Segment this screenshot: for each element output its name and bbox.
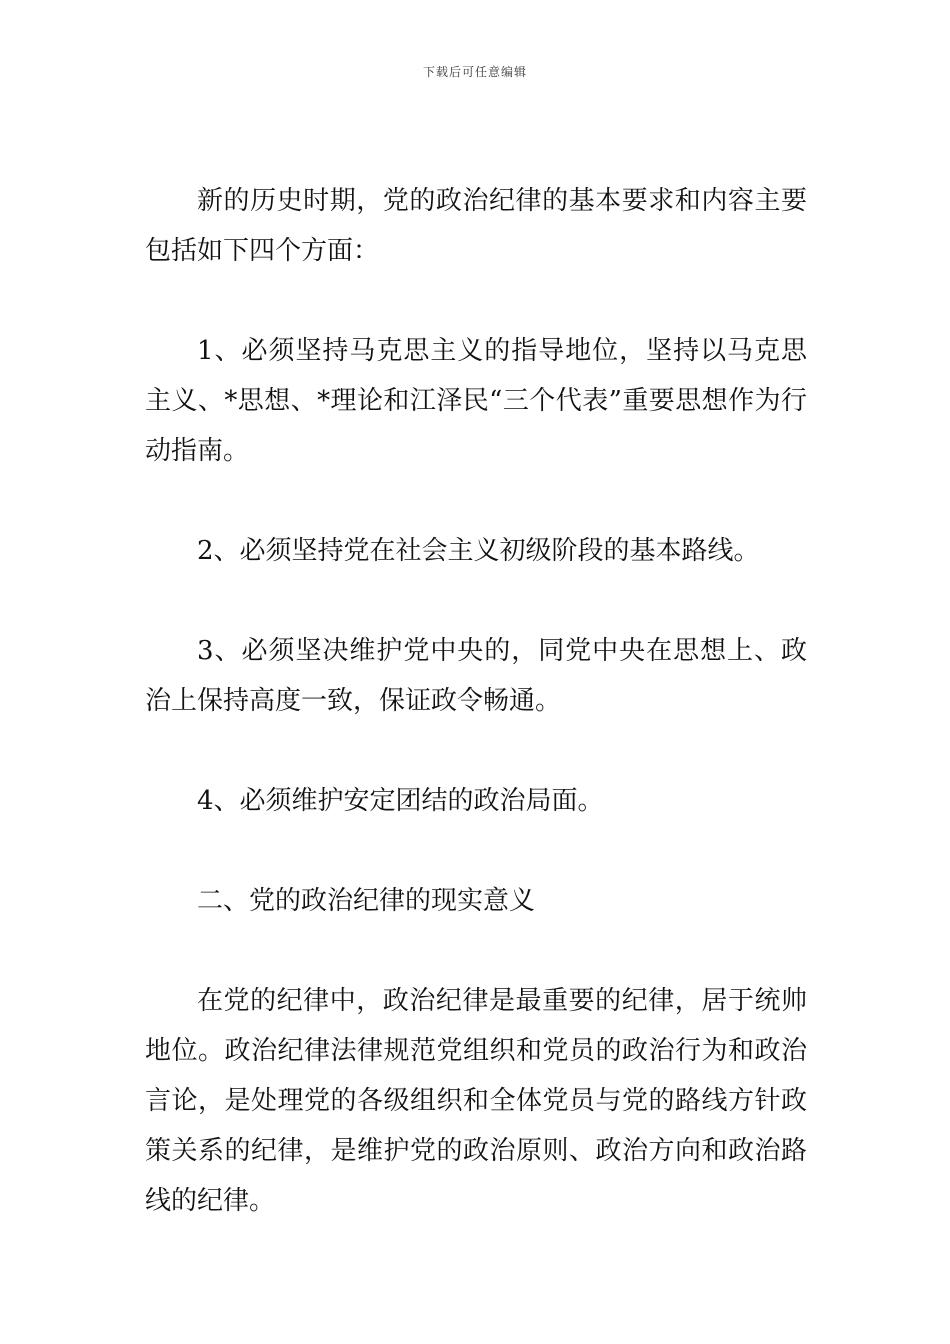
- document-body: [145, 176, 807, 1276]
- page-header: 下载后可任意编辑: [422, 65, 527, 79]
- requirement-item-4: 4、必须维护安定团结的政治局面。: [197, 786, 604, 816]
- intro-paragraph: 新的历史时期，党的政治纪律的基本要求和内容主要包括如下四个方面：: [145, 186, 807, 266]
- section-heading: 二、党的政治纪律的现实意义: [197, 886, 536, 916]
- significance-paragraph: 在党的纪律中，政治纪律是最重要的纪律，居于统帅地位。政治纪律法律规范党组织和党员的政治行为和政治言论，是处理党的各级组织和全体党员与党的路线方针政策关系的纪律，是维护党的政治原则、政治方向和政治路线的纪律。: [145, 986, 807, 1216]
- requirement-item-2: 2、必须坚持党在社会主义初级阶段的基本路线。: [197, 536, 760, 566]
- requirement-item-1: 1、必须坚持马克思主义的指导地位，坚持以马克思主义、*思想、*理论和江泽民“三个代表”重要思想作为行动指南。: [145, 336, 807, 466]
- requirement-item-3: 3、必须坚决维护党中央的，同党中央在思想上、政治上保持高度一致，保证政令畅通。: [145, 636, 807, 716]
